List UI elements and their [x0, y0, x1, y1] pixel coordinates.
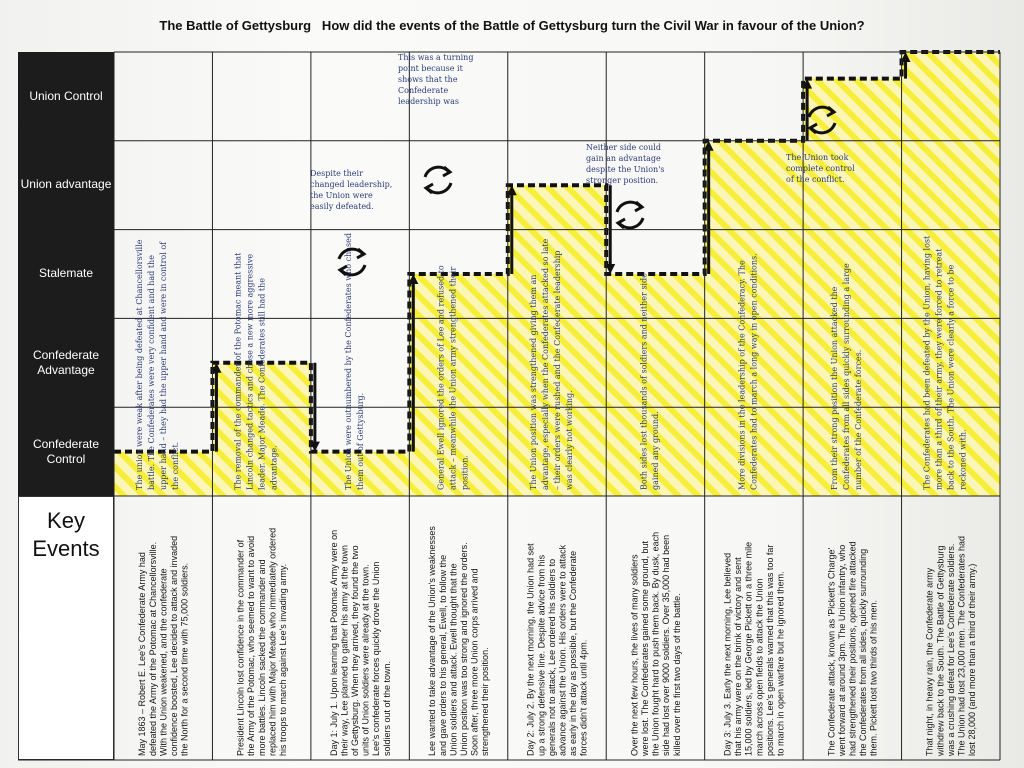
svg-text:them out of Gettysburg.: them out of Gettysburg.	[355, 392, 365, 490]
svg-text:Union soldiers and attack. Ewe: Union soldiers and attack. Ewell thought that the	[448, 563, 459, 756]
svg-text:Day 2: July 2. By the next mor: Day 2: July 2. By the next morning, the Union had set	[525, 543, 536, 756]
svg-text:The Union had lost 23,000 men.: The Union had lost 23,000 men. The Confederates had	[956, 536, 967, 756]
key-event-text	[236, 528, 288, 756]
level-confederate-advantage: Confederate Advantage	[32, 347, 100, 377]
svg-text:Confederates from all sides qu: Confederates from all sides quickly surrounding a large	[842, 263, 852, 490]
cycle-arrows-icon	[617, 202, 643, 228]
level-union-advantage: Union advantage	[20, 177, 112, 191]
svg-text:reckoned with.: reckoned with.	[958, 429, 968, 490]
svg-text:the Union were: the Union were	[310, 191, 373, 200]
svg-text:despite the Union's: despite the Union's	[586, 165, 665, 174]
key-event-text	[925, 536, 977, 757]
svg-text:that his army were on the brin: that his army were on the brink of victory and sent	[733, 557, 744, 756]
svg-text:of Gettysburg. When they arriv: of Gettysburg. When they arrived, they found the two	[349, 545, 360, 756]
svg-text:The Confederates had been defe: The Confederates had been defeated by the Union, having lost	[922, 235, 932, 490]
annotation-note	[398, 53, 473, 106]
svg-text:– their orders were rushed and: – their orders were rushed and the Confederate leadership	[552, 250, 562, 490]
svg-text:the Army of the Potomac, who s: the Army of the Potomac, who seemed to want to avoid	[246, 535, 257, 756]
svg-text:upper hand – they had the uppe: upper hand – they had the upper hand and were in control of	[159, 241, 169, 490]
svg-text:his troops to march against Le: his troops to march against Lee's invading army.	[278, 563, 289, 756]
svg-text:Lee wanted to take advantage o: Lee wanted to take advantage of the Union's weaknesses	[427, 526, 438, 756]
level-fill	[409, 274, 507, 496]
svg-text:confidence boosted, Lee decide: confidence boosted, Lee decided to attack and invaded	[168, 535, 179, 756]
svg-text:side had lost over 9000 soldie: side had lost over 9000 soldiers. Over 35,000 had been	[661, 534, 672, 756]
svg-text:to march in open warfare but h: to march in open warfare but he ignored them.	[775, 571, 786, 756]
svg-text:units of Union soldiers were a: units of Union soldiers were already at the town.	[360, 564, 371, 756]
svg-text:replaced him with Major Meade: replaced him with Major Meade who immediately ordered	[267, 527, 278, 756]
svg-text:the North for a second time wi: the North for a second time with 75,000 soldiers.	[179, 562, 190, 756]
svg-text:and gave orders to his general: and gave orders to his general, Ewell, to follow the	[437, 554, 448, 756]
level-confederate-control: Confederate Control	[32, 436, 100, 466]
key-event-text	[137, 536, 189, 756]
svg-text:Union position was too strong: Union position was too strong and ignored the orders.	[459, 542, 470, 756]
key-event-text	[526, 543, 589, 756]
svg-text:more than a third of their arm: more than a third of their army, they were forced to retreat	[934, 248, 944, 490]
svg-text:With the Union weakened, and t: With the Union weakened, and the confederate	[158, 568, 169, 756]
svg-text:position.: position.	[460, 455, 470, 490]
svg-text:defeated the Army of the Potom: defeated the Army of the Potomac at Chancellorsville.	[147, 541, 158, 756]
svg-text:The Union took: The Union took	[786, 153, 849, 162]
svg-text:May 1863 – Robert E. Lee's Con: May 1863 – Robert E. Lee's Confederate Army had	[137, 552, 148, 756]
worksheet-title: The Battle of Gettysburg How did the events of the Battle of Gettysburg turn the Civil War in favour of the Union?	[159, 18, 865, 33]
svg-text:was a crushing defeat for Lee': was a crushing defeat for Lee's Confederate soldiers.	[945, 543, 956, 756]
svg-text:gained any ground.: gained any ground.	[651, 411, 661, 490]
svg-text:killed over the first two days: killed over the first two days of the battle.	[671, 593, 682, 756]
svg-text:From their strong position the: From their strong position the Union attacked the	[830, 286, 840, 490]
svg-text:the Confederates from all side: the Confederates from all sides, quickly surrounding	[858, 548, 869, 756]
svg-text:The Confederate attack, known: The Confederate attack, known as 'Pickett's Charge'	[826, 547, 837, 756]
svg-text:15,000 soldiers, led by George: 15,000 soldiers, led by George Pickett on a three mile	[743, 541, 754, 756]
key-event-text	[329, 530, 392, 756]
key-event-text	[629, 532, 681, 757]
svg-text:Lincoln changed tactics and ch: Lincoln changed tactics and chose a new more aggressive	[245, 253, 255, 490]
svg-text:General Ewell ignored the orde: General Ewell ignored the orders of Lee and refused to	[436, 265, 446, 490]
annotation-note	[310, 169, 392, 211]
svg-text:their way, Lee planned to gath: their way, Lee planned to gather his army at the town	[339, 545, 350, 756]
svg-text:had strengthened their positio: had strengthened their positions, opened fire attacked	[847, 541, 858, 756]
svg-text:soldiers out of the town.: soldiers out of the town.	[381, 660, 392, 756]
svg-text:advantage.: advantage.	[269, 445, 279, 490]
svg-text:up a strong defensive line. De: up a strong defensive line. Despite advice from his	[536, 554, 547, 756]
annotation-note	[586, 143, 665, 185]
key-events-label: Key Events	[18, 496, 114, 760]
svg-text:Soon after, three more Union c: Soon after, three more Union corps arrived and	[469, 568, 480, 756]
svg-text:Day 1: July 1. Upon learning t: Day 1: July 1. Upon learning that Potomac Army were on	[328, 529, 339, 756]
svg-text:of the conflict.: of the conflict.	[786, 175, 845, 184]
svg-text:leader. Major Meade. The Confe: leader. Major Meade. The Confederates still had the	[257, 277, 267, 490]
cycle-arrows-icon	[425, 167, 451, 193]
svg-text:strengthened their position.: strengthened their position.	[480, 647, 491, 756]
svg-text:advantage, especially when the: advantage, especially when the Confederates attacked so late	[540, 238, 550, 490]
svg-text:forces didn't attack until 4pm: forces didn't attack until 4pm.	[578, 639, 589, 756]
svg-text:The removal of the commander o: The removal of the commander of the Potomac meant that	[233, 252, 243, 490]
svg-text:gain an advantage: gain an advantage	[586, 154, 661, 163]
svg-text:Despite their: Despite their	[310, 169, 363, 178]
svg-text:The Union position was strengt: The Union position was strengthened giving them an	[528, 274, 538, 490]
key-event-text	[723, 542, 786, 756]
svg-text:the conflict.: the conflict.	[171, 441, 181, 490]
svg-text:advance against the Union. His: advance against the Union. His orders were to attack	[557, 544, 568, 756]
svg-text:stronger position.: stronger position.	[586, 176, 659, 185]
svg-text:Day 3: July 3. Early the next: Day 3: July 3. Early the next morning, Lee believed	[722, 552, 733, 756]
svg-text:leadership was: leadership was	[398, 97, 459, 106]
svg-text:went forward at around 3pm. Th: went forward at around 3pm. The Union infantry, who	[836, 544, 847, 756]
svg-text:The union were weak after bein: The union were weak after being defeated at Chancellorsville	[135, 239, 145, 490]
svg-text:battle. The Confederates were: battle. The Confederates were very confident and had the	[147, 255, 157, 490]
svg-text:Confederates had to march a lo: Confederates had to march a long way in open conditions.	[749, 253, 759, 490]
svg-text:more battles. Lincoln sacked t: more battles. Lincoln sacked the commander and	[256, 559, 267, 756]
svg-text:lost 28,000 (and more than a t: lost 28,000 (and more than a third of their army.)	[967, 563, 978, 756]
svg-text:the Union fought hard to push: the Union fought hard to push them back. By dusk, each	[650, 531, 661, 756]
svg-text:march across open fields to at: march across open fields to attack the Union	[754, 578, 765, 756]
svg-text:changed leadership,: changed leadership,	[310, 180, 393, 189]
svg-text:Neither side could: Neither side could	[586, 143, 661, 152]
svg-text:back to the South. The Union w: back to the South. The Union were clearly a force to be	[946, 264, 956, 490]
svg-text:point because it: point because it	[398, 64, 463, 73]
svg-text:The Union were outnumbered by: The Union were outnumbered by the Confederates who chased	[343, 233, 353, 490]
svg-text:was clearly not working.: was clearly not working.	[564, 390, 574, 490]
key-event-text	[427, 526, 490, 756]
svg-text:them. Pickett lost two thirds: them. Pickett lost two thirds of his men.	[868, 599, 879, 756]
svg-text:President Lincoln lost confide: President Lincoln lost confidence in the commander of	[235, 539, 246, 756]
svg-text:Lee's confederate forces quick: Lee's confederate forces quickly drove the Union	[371, 561, 382, 756]
svg-text:complete control: complete control	[786, 164, 855, 173]
svg-text:withdrew back to the South. Th: withdrew back to the South. The Battle of Gettysburg	[935, 545, 946, 756]
svg-text:as early in the day as possibl: as early in the day as possible, but the Confederate	[568, 550, 579, 756]
level-union-control: Union Control	[29, 88, 103, 103]
svg-text:shows that the: shows that the	[398, 75, 458, 84]
svg-text:That night, in heavy rain, the: That night, in heavy rain, the Confederate army	[924, 567, 935, 756]
svg-text:Confederate: Confederate	[398, 86, 449, 95]
svg-text:easily defeated.: easily defeated.	[310, 202, 374, 211]
svg-text:number of the Confederate forc: number of the Confederate forces.	[854, 349, 864, 490]
svg-text:Over the next few hours, the l: Over the next few hours, the lives of many soldiers	[629, 554, 640, 756]
level-stalemate: Stalemate	[38, 266, 94, 280]
svg-text:More divisions in the leadersh: More divisions in the leadership of the Confederacy. The	[737, 260, 747, 490]
svg-text:were lost. The Confederates ga: were lost. The Confederates gained some ground, but	[639, 541, 650, 756]
svg-text:positions. Lee's generals warn: positions. Lee's generals warned that this was too far	[764, 544, 775, 756]
svg-text:This was a turning: This was a turning	[398, 53, 474, 62]
key-event-text	[826, 541, 878, 757]
svg-text:attack – meanwhile the Union a: attack – meanwhile the Union army strengthened their	[448, 266, 458, 490]
svg-text:generals not to attack, Lee or: generals not to attack, Lee ordered his soldiers to	[546, 558, 557, 756]
svg-text:Both sides lost thousands of s: Both sides lost thousands of soldiers and neither side	[639, 273, 649, 490]
